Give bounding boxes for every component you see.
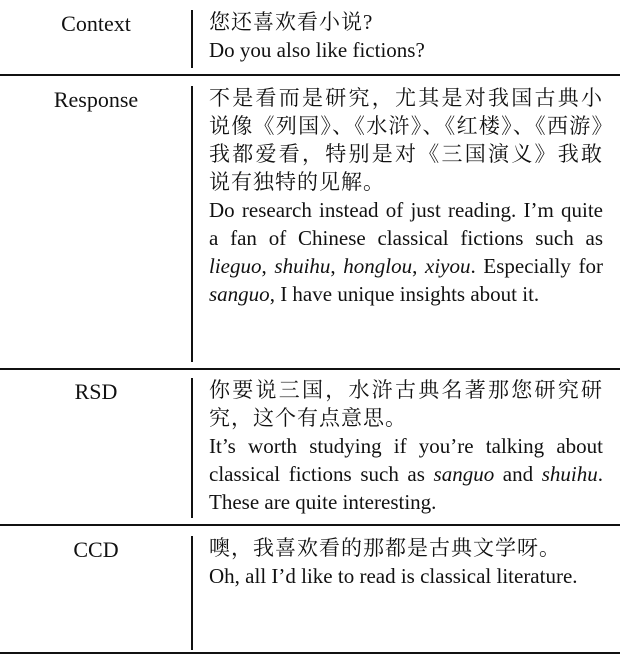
chinese-text: 你要说三国，水浒古典名著那您研究研究，这个有点意思。	[209, 378, 603, 430]
italic-term: xiyou	[425, 254, 471, 278]
table-bottom-rule	[0, 652, 620, 654]
column-divider	[191, 378, 193, 518]
table-row-context	[0, 0, 620, 74]
italic-term: sanguo	[433, 462, 495, 486]
italic-term: shuihu	[274, 254, 331, 278]
text-segment: It’s worth studying if you’re talking about classical fictions such as	[209, 434, 603, 486]
row-content	[209, 534, 603, 590]
text-segment: ,	[330, 254, 344, 278]
table-row-ccd	[0, 526, 620, 654]
row-label: Context	[61, 11, 131, 36]
english-text	[209, 196, 603, 308]
column-divider	[191, 10, 193, 68]
text-segment: ,	[261, 254, 275, 278]
english-text: Oh, all I’d like to read is classical literature.	[209, 564, 578, 588]
text-segment: Do research instead of just reading. I’m quite a fan of Chinese classical fictions such as	[209, 198, 603, 250]
text-segment: . These are quite interesting.	[209, 462, 603, 514]
italic-term: shuihu	[541, 462, 598, 486]
table-row-response	[0, 76, 620, 368]
chinese-text: 噢，我喜欢看的那都是古典文学呀。	[209, 536, 561, 560]
text-segment: . Especially for	[470, 254, 603, 278]
row-label: Response	[53, 87, 139, 112]
column-divider	[191, 536, 193, 650]
italic-term: honglou	[343, 254, 413, 278]
table-row-rsd	[0, 370, 620, 524]
italic-term: sanguo	[209, 282, 270, 306]
row-label: CCD	[73, 537, 119, 562]
text-segment: ,	[412, 254, 426, 278]
text-segment: , I have unique insights about it.	[269, 282, 540, 306]
text-segment: and	[494, 462, 542, 486]
row-content	[209, 8, 603, 64]
chinese-text: 不是看而是研究，尤其是对我国古典小说像《列国》、《水浒》、《红楼》、《西游》我都爱看，特别是对《三国演义》我敢说有独特的见解。	[209, 86, 603, 194]
italic-term: lieguo	[209, 254, 262, 278]
english-text	[209, 432, 603, 516]
row-content	[209, 84, 603, 308]
row-content	[209, 376, 603, 516]
row-label: RSD	[74, 379, 118, 404]
english-text: Do you also like fictions?	[209, 38, 425, 62]
column-divider	[191, 86, 193, 362]
chinese-text: 您还喜欢看小说?	[209, 10, 374, 34]
